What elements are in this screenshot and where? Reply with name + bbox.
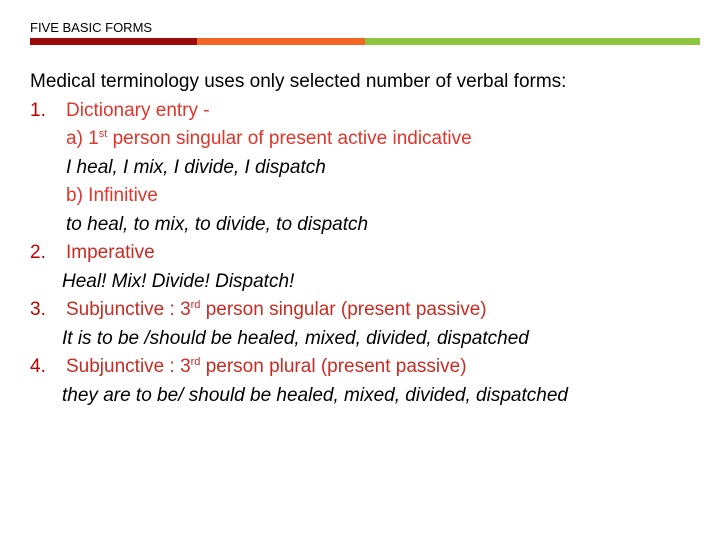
accent-bar bbox=[30, 38, 700, 45]
intro-text: Medical terminology uses only selected number of verbal forms: bbox=[30, 71, 567, 92]
item-4-label-suffix: person plural (present passive) bbox=[200, 356, 467, 377]
list-number: 1. bbox=[30, 99, 46, 121]
item-2-example: Heal! Mix! Divide! Dispatch! bbox=[62, 270, 295, 292]
item-label bbox=[66, 356, 467, 377]
item-3-label-suffix: person singular (present passive) bbox=[200, 299, 487, 320]
list-item-1 bbox=[30, 97, 710, 126]
sub-item-a bbox=[30, 125, 710, 154]
accent-bar-segment-2 bbox=[197, 38, 365, 45]
list-item-3 bbox=[30, 296, 710, 325]
sub-item-a-example: I heal, I mix, I divide, I dispatch bbox=[66, 156, 326, 178]
slide-content bbox=[30, 68, 710, 410]
item-label: Dictionary entry - bbox=[66, 99, 210, 121]
sub-item-b: b) Infinitive bbox=[66, 185, 158, 206]
list-number: 4. bbox=[30, 356, 46, 377]
sub-item-b-example: to heal, to mix, to divide, to dispatch bbox=[66, 213, 369, 235]
sub-item-a-sup: st bbox=[98, 128, 108, 140]
sub-item-a-suffix: person singular of present active indicative bbox=[107, 128, 472, 149]
item-label: Imperative bbox=[66, 242, 155, 263]
accent-bar-segment-3 bbox=[365, 38, 700, 45]
item-3-example: It is to be /should be healed, mixed, divided, dispatched bbox=[62, 327, 529, 349]
item-4-label-sup: rd bbox=[190, 356, 201, 368]
item-4-label-prefix: Subjunctive : 3 bbox=[66, 356, 191, 377]
list-item-2 bbox=[30, 239, 710, 268]
slide-title: FIVE BASIC FORMS bbox=[30, 20, 153, 35]
list-item-4 bbox=[30, 353, 710, 382]
list-number: 3. bbox=[30, 299, 46, 320]
item-4-example: they are to be/ should be healed, mixed, divided, dispatched bbox=[62, 384, 568, 406]
list-number: 2. bbox=[30, 242, 46, 263]
item-3-label-sup: rd bbox=[190, 299, 201, 311]
item-3-label-prefix: Subjunctive : 3 bbox=[66, 299, 191, 320]
item-label bbox=[66, 299, 487, 320]
accent-bar-segment-1 bbox=[30, 38, 197, 45]
sub-item-a-prefix: a) 1 bbox=[66, 128, 99, 149]
